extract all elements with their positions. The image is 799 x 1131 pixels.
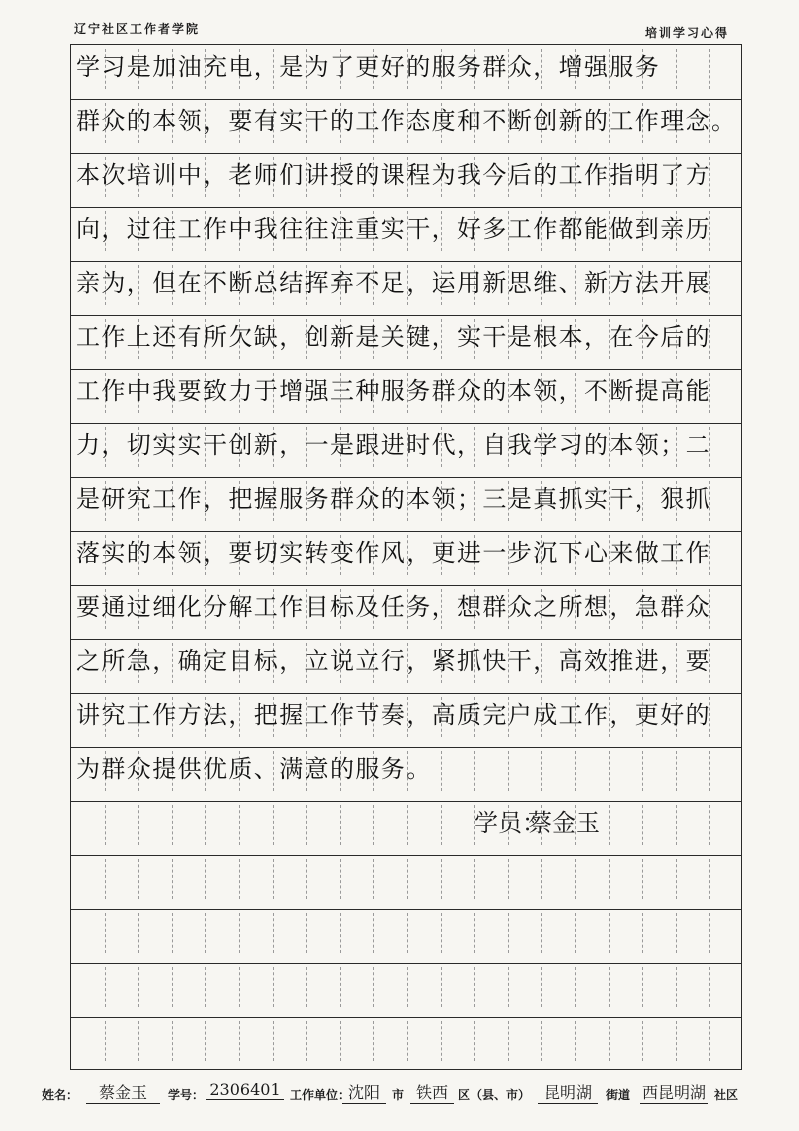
- grid-row-line: [71, 477, 741, 478]
- grid-cell-line: [676, 967, 677, 1007]
- grid-cell-line: [676, 805, 677, 845]
- grid-cell-line: [205, 859, 206, 899]
- grid-cell-line: [138, 1021, 139, 1061]
- grid-cell-line: [709, 859, 710, 899]
- essay-line-3: 本次培训中，老师们讲授的课程为我今后的工作指明了方: [76, 161, 711, 189]
- grid-cell-line: [609, 1021, 610, 1061]
- grid-cell-line: [575, 913, 576, 953]
- grid-cell-line: [575, 967, 576, 1007]
- footer-name-label: 姓名：: [42, 1088, 79, 1102]
- grid-cell-line: [105, 913, 106, 953]
- grid-cell-line: [709, 805, 710, 845]
- grid-cell-line: [172, 859, 173, 899]
- grid-row-line: [71, 585, 741, 586]
- grid-cell-line: [508, 859, 509, 899]
- header-institution: 辽宁社区工作者学院: [74, 22, 201, 36]
- grid-cell-line: [205, 805, 206, 845]
- footer-district-suffix: 区（县、市）: [458, 1088, 531, 1102]
- grid-cell-line: [575, 859, 576, 899]
- signature-label: 学员：: [474, 809, 546, 837]
- grid-cell-line: [172, 913, 173, 953]
- grid-cell-line: [340, 967, 341, 1007]
- grid-cell-line: [306, 1021, 307, 1061]
- grid-cell-line: [306, 913, 307, 953]
- grid-cell-line: [373, 913, 374, 953]
- essay-line-1: 学习是加油充电，是为了更好的服务群众，增强服务: [76, 53, 661, 81]
- grid-cell-line: [541, 859, 542, 899]
- grid-cell-line: [138, 913, 139, 953]
- grid-cell-line: [441, 913, 442, 953]
- grid-cell-line: [474, 913, 475, 953]
- header-doc-type: 培训学习心得: [644, 26, 729, 40]
- grid-row-line: [71, 909, 741, 910]
- grid-cell-line: [541, 967, 542, 1007]
- grid-cell-line: [642, 859, 643, 899]
- essay-line-7: 工作中我要致力于增强三种服务群众的本领，不断提高能: [76, 377, 711, 405]
- grid-cell-line: [609, 967, 610, 1007]
- footer-street-value: 昆明湖: [538, 1080, 598, 1104]
- footer-city-suffix: 市: [392, 1088, 405, 1102]
- grid-cell-line: [441, 805, 442, 845]
- grid-cell-line: [306, 805, 307, 845]
- grid-cell-line: [373, 967, 374, 1007]
- grid-cell-line: [273, 913, 274, 953]
- grid-cell-line: [138, 805, 139, 845]
- grid-cell-line: [105, 859, 106, 899]
- grid-cell-line: [676, 913, 677, 953]
- grid-row-line: [71, 207, 741, 208]
- grid-cell-line: [340, 805, 341, 845]
- grid-cell-line: [273, 859, 274, 899]
- grid-cell-line: [273, 967, 274, 1007]
- grid-row-line: [71, 315, 741, 316]
- grid-cell-line: [373, 859, 374, 899]
- grid-cell-line: [474, 967, 475, 1007]
- grid-cell-line: [373, 805, 374, 845]
- grid-cell-line: [340, 1021, 341, 1061]
- grid-cell-line: [273, 805, 274, 845]
- grid-cell-line: [541, 1021, 542, 1061]
- grid-cell-line: [407, 913, 408, 953]
- grid-cell-line: [508, 913, 509, 953]
- grid-cell-line: [609, 913, 610, 953]
- grid-row-line: [71, 423, 741, 424]
- grid-cell-line: [138, 859, 139, 899]
- grid-row-line: [71, 639, 741, 640]
- grid-row-line: [71, 1017, 741, 1018]
- essay-line-10: 落实的本领，要切实转变作风，更进一步沉下心来做工作: [76, 539, 711, 567]
- footer-community-suffix: 社区: [714, 1088, 739, 1102]
- grid-cell-line: [407, 1021, 408, 1061]
- grid-cell-line: [474, 1021, 475, 1061]
- grid-row-line: [71, 369, 741, 370]
- essay-line-12: 之所急，确定目标，立说立行，紧抓快干，高效推进，要: [76, 647, 711, 675]
- grid-cell-line: [709, 913, 710, 953]
- grid-cell-line: [172, 967, 173, 1007]
- grid-cell-line: [205, 967, 206, 1007]
- grid-cell-line: [306, 967, 307, 1007]
- grid-cell-line: [676, 859, 677, 899]
- grid-row-line: [71, 261, 741, 262]
- grid-cell-line: [642, 805, 643, 845]
- grid-cell-line: [474, 859, 475, 899]
- grid-cell-line: [609, 859, 610, 899]
- grid-cell-line: [239, 805, 240, 845]
- grid-cell-line: [105, 1021, 106, 1061]
- grid-cell-line: [441, 1021, 442, 1061]
- grid-cell-line: [172, 1021, 173, 1061]
- essay-line-2: 群众的本领，要有实干的工作态度和不断创新的工作理念。: [76, 107, 737, 135]
- grid-cell-line: [676, 1021, 677, 1061]
- footer-id-value: 2306401: [206, 1080, 284, 1100]
- grid-cell-line: [575, 1021, 576, 1061]
- grid-cell-line: [273, 1021, 274, 1061]
- footer-city-value: 沈阳: [342, 1080, 386, 1104]
- footer-info: [42, 1080, 762, 1104]
- footer-street-suffix: 街道: [606, 1088, 631, 1102]
- grid-cell-line: [239, 913, 240, 953]
- essay-line-9: 是研究工作，把握服务群众的本领；三是真抓实干，狠抓: [76, 485, 711, 513]
- grid-cell-line: [239, 967, 240, 1007]
- grid-row-line: [71, 963, 741, 964]
- grid-cell-line: [541, 913, 542, 953]
- grid-cell-line: [642, 1021, 643, 1061]
- grid-cell-line: [172, 805, 173, 845]
- essay-line-13: 讲究工作方法，把握工作节奏，高质完户成工作，更好的: [76, 701, 711, 729]
- signature-name: 蔡金玉: [528, 809, 600, 837]
- grid-cell-line: [105, 805, 106, 845]
- grid-cell-line: [407, 859, 408, 899]
- grid-cell-line: [609, 805, 610, 845]
- grid-cell-line: [709, 1021, 710, 1061]
- footer-name-value: 蔡金玉: [86, 1080, 160, 1104]
- grid-cell-line: [105, 967, 106, 1007]
- grid-cell-line: [441, 967, 442, 1007]
- grid-row-line: [71, 153, 741, 154]
- essay-line-4: 向，过往工作中我往往注重实干，好多工作都能做到亲历: [76, 215, 711, 243]
- grid-cell-line: [642, 967, 643, 1007]
- grid-row-line: [71, 747, 741, 748]
- footer-community-value: 西昆明湖: [640, 1080, 708, 1104]
- footer-unit-label: 工作单位：: [290, 1088, 351, 1102]
- essay-line-14: 为群众提供优质、满意的服务。: [76, 755, 432, 783]
- grid-row-line: [71, 693, 741, 694]
- grid-cell-line: [508, 967, 509, 1007]
- writing-sheet: [70, 44, 742, 1070]
- grid-cell-line: [239, 859, 240, 899]
- grid-cell-line: [340, 913, 341, 953]
- grid-cell-line: [407, 805, 408, 845]
- grid-cell-line: [508, 1021, 509, 1061]
- grid-cell-line: [205, 1021, 206, 1061]
- grid-cell-line: [642, 913, 643, 953]
- grid-row-line: [71, 801, 741, 802]
- footer-district-value: 铁西: [410, 1080, 454, 1104]
- essay-line-5: 亲为，但在不断总结挥弃不足，运用新思维、新方法开展: [76, 269, 711, 297]
- essay-line-6: 工作上还有所欠缺，创新是关键，实干是根本，在今后的: [76, 323, 711, 351]
- grid-cell-line: [373, 1021, 374, 1061]
- essay-line-8: 力，切实实干创新，一是跟进时代，自我学习的本领；二: [76, 431, 711, 459]
- grid-row-line: [71, 99, 741, 100]
- grid-cell-line: [441, 859, 442, 899]
- footer-id-label: 学号：: [168, 1088, 205, 1102]
- grid-row-line: [71, 531, 741, 532]
- grid-cell-line: [239, 1021, 240, 1061]
- grid-row-line: [71, 855, 741, 856]
- grid-cell-line: [205, 913, 206, 953]
- grid-cell-line: [306, 859, 307, 899]
- grid-cell-line: [407, 967, 408, 1007]
- grid-cell-line: [709, 967, 710, 1007]
- grid-cell-line: [138, 967, 139, 1007]
- essay-line-11: 要通过细化分解工作目标及任务，想群众之所想，急群众: [76, 593, 711, 621]
- grid-cell-line: [340, 859, 341, 899]
